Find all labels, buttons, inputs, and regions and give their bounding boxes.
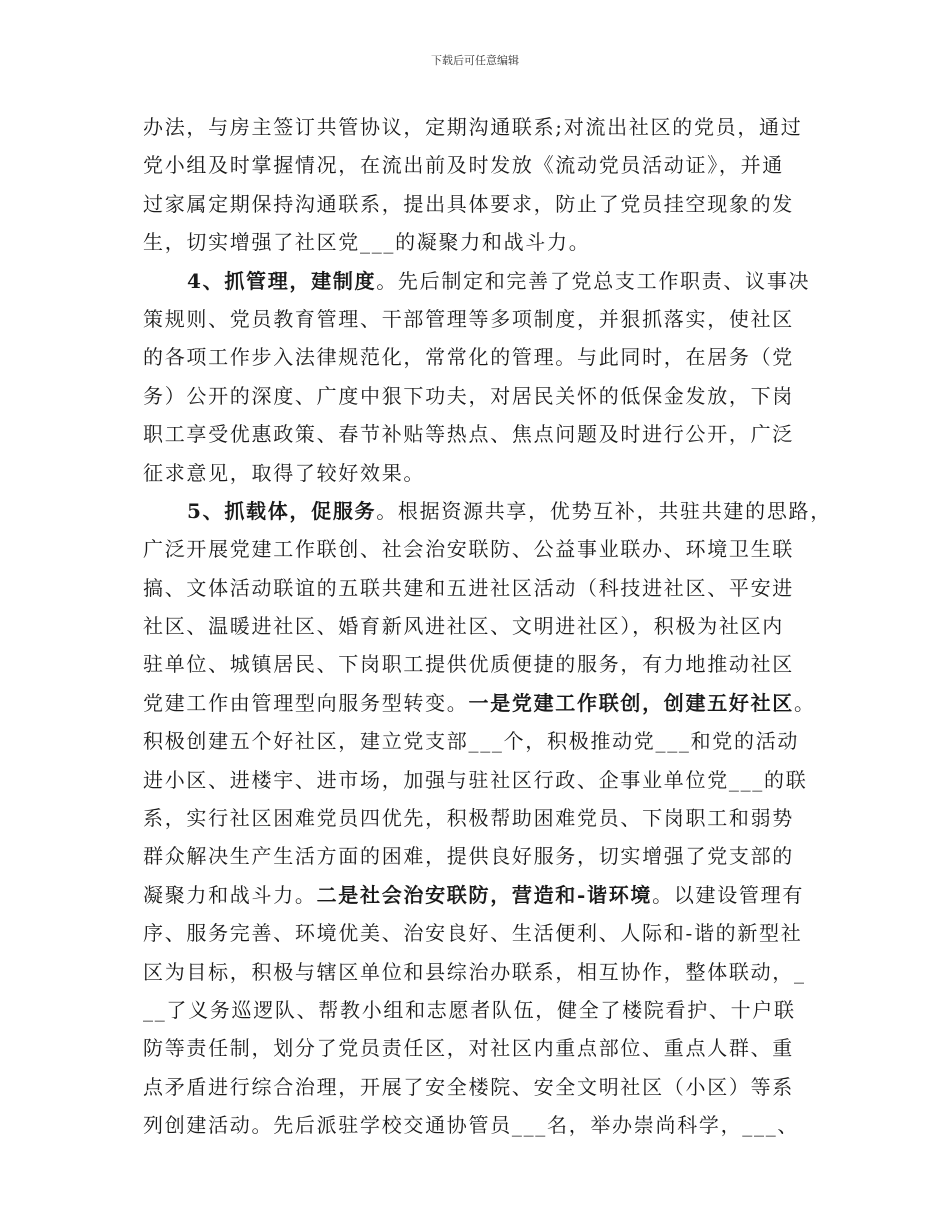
paragraph-start-line — [143, 492, 832, 530]
text-run: __了义务巡逻队、帮教小组和志愿者队伍，健全了楼院看护、十户联 — [143, 997, 796, 1022]
text-run: 策规则、党员教育管理、干部管理等多项制度，并狠抓落实，使社区 — [143, 306, 794, 331]
text-line — [143, 146, 815, 184]
text-line — [143, 914, 815, 952]
text-line — [143, 876, 815, 914]
text-line — [143, 108, 815, 146]
text-line — [143, 377, 815, 415]
text-run: 点矛盾进行综合治理，开展了安全楼院、安全文明社区（小区）等系 — [143, 1074, 794, 1099]
text-line — [143, 837, 815, 875]
text-run: 列创建活动。先后派驻学校交通协管员___名，举办崇尚科学，___、 — [143, 1113, 800, 1138]
text-run: 驻单位、城镇居民、下岗职工提供优质便捷的服务，有力地推动社区 — [143, 652, 794, 677]
text-line — [143, 607, 815, 645]
text-run: 。 — [794, 690, 816, 715]
text-line — [143, 722, 815, 760]
text-line — [143, 530, 815, 568]
text-run: 生，切实增强了社区党___的凝聚力和战斗力。 — [143, 230, 591, 255]
text-run: 。根据资源共享，优势互补，共驻共建的思路， — [376, 498, 832, 523]
bold-text-run: 5、抓载体，促服务 — [187, 498, 377, 523]
text-line — [143, 338, 815, 376]
text-line — [143, 761, 815, 799]
text-run: 区为目标，积极与辖区单位和县综治办联系，相互协作，整体联动，_ — [143, 959, 806, 984]
paragraph-start-line — [143, 262, 815, 300]
text-run: 积极创建五个好社区，建立党支部___个，积极推动党___和党的活动 — [143, 729, 800, 754]
text-run: 职工享受优惠政策、春节补贴等热点、焦点问题及时进行公开，广泛 — [143, 422, 794, 447]
document-body — [143, 108, 832, 1145]
text-run: 防等责任制，划分了党员责任区，对社区内重点部位、重点人群、重 — [143, 1036, 794, 1061]
text-run: 办法，与房主签订共管协议，定期沟通联系;对流出社区的党员，通过 — [143, 115, 803, 139]
text-run: 党建工作由管理型向服务型转变。 — [143, 690, 469, 715]
text-line — [143, 1068, 815, 1106]
text-run: 社区、温暖进社区、婚育新风进社区、文明进社区），积极为社区内 — [143, 614, 784, 639]
text-line — [143, 415, 815, 453]
text-run: 。以建设管理有 — [652, 882, 805, 907]
text-run: 群众解决生产生活方面的困难，提供良好服务，切实增强了党支部的 — [143, 844, 794, 869]
text-line — [143, 991, 815, 1029]
text-run: 党小组及时掌握情况，在流出前及时发放《流动党员活动证》，并通 — [143, 153, 784, 178]
text-run: 务）公开的深度、广度中狠下功夫，对居民关怀的低保金发放，下岗 — [143, 383, 794, 408]
text-run: 搞、文体活动联谊的五联共建和五进社区活动（科技进社区、平安进 — [143, 575, 794, 600]
text-run: 广泛开展党建工作联创、社会治安联防、公益事业联办、环境卫生联 — [143, 537, 794, 562]
text-line — [143, 454, 815, 492]
text-run: 。先后制定和完善了党总支工作职责、议事决 — [376, 268, 811, 293]
text-line — [143, 185, 815, 223]
bold-text-run: 二是社会治安联防，营造和-谐环境 — [316, 882, 653, 907]
text-run: 过家属定期保持沟通联系，提出具体要求，防止了党员挂空现象的发 — [143, 191, 794, 216]
text-line — [143, 1106, 815, 1144]
text-run: 进小区、进楼宇、进市场，加强与驻社区行政、企事业单位党___的联 — [143, 767, 808, 792]
text-line — [143, 684, 815, 722]
text-run: 征求意见，取得了较好效果。 — [143, 460, 426, 485]
text-run: 凝聚力和战斗力。 — [143, 882, 317, 907]
text-line — [143, 645, 815, 683]
bold-text-run: 一是党建工作联创，创建五好社区 — [468, 690, 794, 715]
text-line — [143, 1029, 815, 1067]
text-line — [143, 223, 815, 261]
text-line — [143, 799, 815, 837]
text-line — [143, 953, 815, 991]
text-run: 序、服务完善、环境优美、治安良好、生活便利、人际和-谐的新型社 — [143, 921, 803, 946]
text-line — [143, 569, 815, 607]
text-run: 的各项工作步入法律规范化，常常化的管理。与此同时，在居务（党 — [143, 345, 794, 370]
bold-text-run: 4、抓管理，建制度 — [187, 268, 377, 293]
text-line — [143, 300, 815, 338]
page-header: 下载后可任意编辑 — [431, 54, 519, 67]
text-run: 系，实行社区困难党员四优先，积极帮助困难党员、下岗职工和弱势 — [143, 806, 794, 831]
